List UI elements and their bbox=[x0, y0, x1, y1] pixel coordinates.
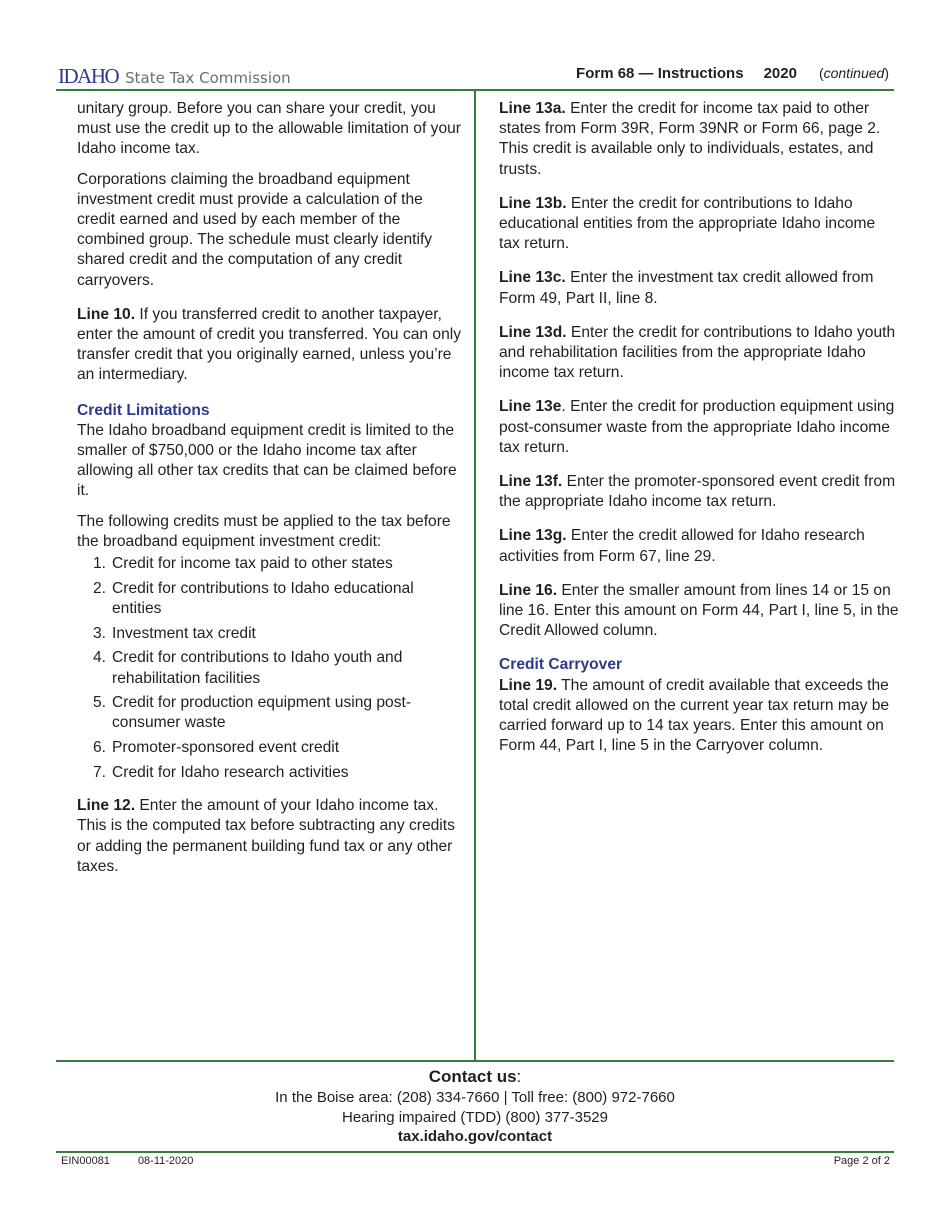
list-item: 3. Investment tax credit bbox=[92, 624, 256, 642]
form-title: Form 68 — Instructions bbox=[576, 65, 744, 82]
contact-tdd-line: Hearing impaired (TDD) (800) 377-3529 bbox=[342, 1108, 608, 1126]
paragraph-corporations: Corporations claiming the broadband equipment investment credit must provide a calculation of the credit earned and used by each member of the combined group. The schedule must clearly identify shared credit and the computation of any credit carryovers. bbox=[77, 170, 433, 289]
right-column bbox=[499, 99, 899, 766]
logo-agency-name: State Tax Commission bbox=[125, 69, 291, 87]
page-footer bbox=[61, 1155, 890, 1167]
form-year: 2020 bbox=[763, 65, 797, 82]
line-13f-instruction: Line 13f. Enter the promoter-sponsored event credit from the appropriate Idaho income tax return. bbox=[499, 473, 896, 511]
line-19-instruction: Line 19. The amount of credit available that exceeds the total credit allowed on the current year tax return may be carried forward up to 14 tax years. Enter this amount on Form 44, Part I, line 5 in the Carryover column. bbox=[499, 676, 890, 755]
paragraph-unitary-group: unitary group. Before you can share your credit, you must use the credit up to the allowable limitation of your Idaho income tax. bbox=[77, 100, 461, 158]
form-title-block bbox=[576, 65, 889, 82]
line-13e-instruction: Line 13e. Enter the credit for production equipment using post-consumer waste from the appropriate Idaho income tax return. bbox=[499, 398, 895, 456]
logo-idaho-wordmark: IDAHO bbox=[58, 64, 119, 88]
line-13a-instruction: Line 13a. Enter the credit for income tax paid to other states from Form 39R, Form 39NR or Form 66, page 2. This credit is available only to individuals, estates, and trusts. bbox=[499, 100, 881, 178]
paragraph-credit-limit: The Idaho broadband equipment credit is limited to the smaller of $750,000 or the Idaho income tax after allowing all other tax credits that can be claimed before it. bbox=[77, 421, 457, 500]
column-divider bbox=[474, 90, 476, 1061]
list-item: 4. Credit for contributions to Idaho youth and rehabilitation facilities bbox=[92, 649, 403, 687]
line-13g-instruction: Line 13g. Enter the credit allowed for Idaho research activities from Form 67, line 29. bbox=[499, 527, 865, 565]
idaho-logo bbox=[58, 64, 291, 89]
list-item: 2. Credit for contributions to Idaho educational entities bbox=[92, 579, 414, 617]
contact-block bbox=[56, 1066, 894, 1147]
revision-date: 08-11-2020 bbox=[137, 1155, 194, 1167]
line-10-instruction: Line 10. If you transferred credit to another taxpayer, enter the amount of credit you transferred. You can only transfer credit that you originally earned, unless you’re an intermediary. bbox=[77, 305, 462, 384]
line-13d-instruction: Line 13d. Enter the credit for contributions to Idaho youth and rehabilitation facilities from the appropriate Idaho income tax return. bbox=[499, 323, 896, 382]
credit-order-list bbox=[77, 554, 462, 783]
list-item: 5. Credit for production equipment using post-consumer waste bbox=[92, 694, 412, 732]
footer-form-info bbox=[61, 1155, 890, 1167]
footer-rule bbox=[56, 1151, 894, 1153]
line-16-instruction: Line 16. Enter the smaller amount from lines 14 or 15 on line 16. Enter this amount on Form 44, Part I, line 5, in the Credit Allowed column. bbox=[499, 581, 899, 640]
paragraph-credit-order: The following credits must be applied to the tax before the broadband equipment investment credit: bbox=[77, 512, 451, 550]
continued-label: (continued) bbox=[818, 65, 889, 81]
list-item: 1. Credit for income tax paid to other states bbox=[92, 555, 393, 573]
contact-website-link[interactable]: tax.idaho.gov/contact bbox=[397, 1128, 553, 1145]
credit-limitations-heading: Credit Limitations bbox=[77, 401, 210, 419]
contact-heading: Contact us: bbox=[428, 1067, 522, 1086]
page-number: Page 2 of 2 bbox=[833, 1155, 890, 1167]
credit-carryover-heading: Credit Carryover bbox=[499, 656, 623, 674]
page-header bbox=[56, 62, 894, 88]
left-column bbox=[77, 99, 462, 887]
contact-phone-line: In the Boise area: (208) 334-7660 | Toll free: (800) 972-7660 bbox=[275, 1089, 675, 1106]
contact-rule bbox=[56, 1060, 894, 1062]
form-code: EIN00081 bbox=[61, 1155, 110, 1167]
list-item: 6. Promoter-sponsored event credit bbox=[92, 739, 340, 757]
line-13c-instruction: Line 13c. Enter the investment tax credit allowed from Form 49, Part II, line 8. bbox=[499, 269, 874, 307]
line-12-instruction: Line 12. Enter the amount of your Idaho income tax. This is the computed tax before subtracting any credits or adding the permanent building fund tax or any other taxes. bbox=[77, 797, 455, 875]
list-item: 7. Credit for Idaho research activities bbox=[92, 763, 349, 781]
line-13b-instruction: Line 13b. Enter the credit for contributions to Idaho educational entities from the appropriate Idaho income tax return. bbox=[499, 194, 876, 253]
